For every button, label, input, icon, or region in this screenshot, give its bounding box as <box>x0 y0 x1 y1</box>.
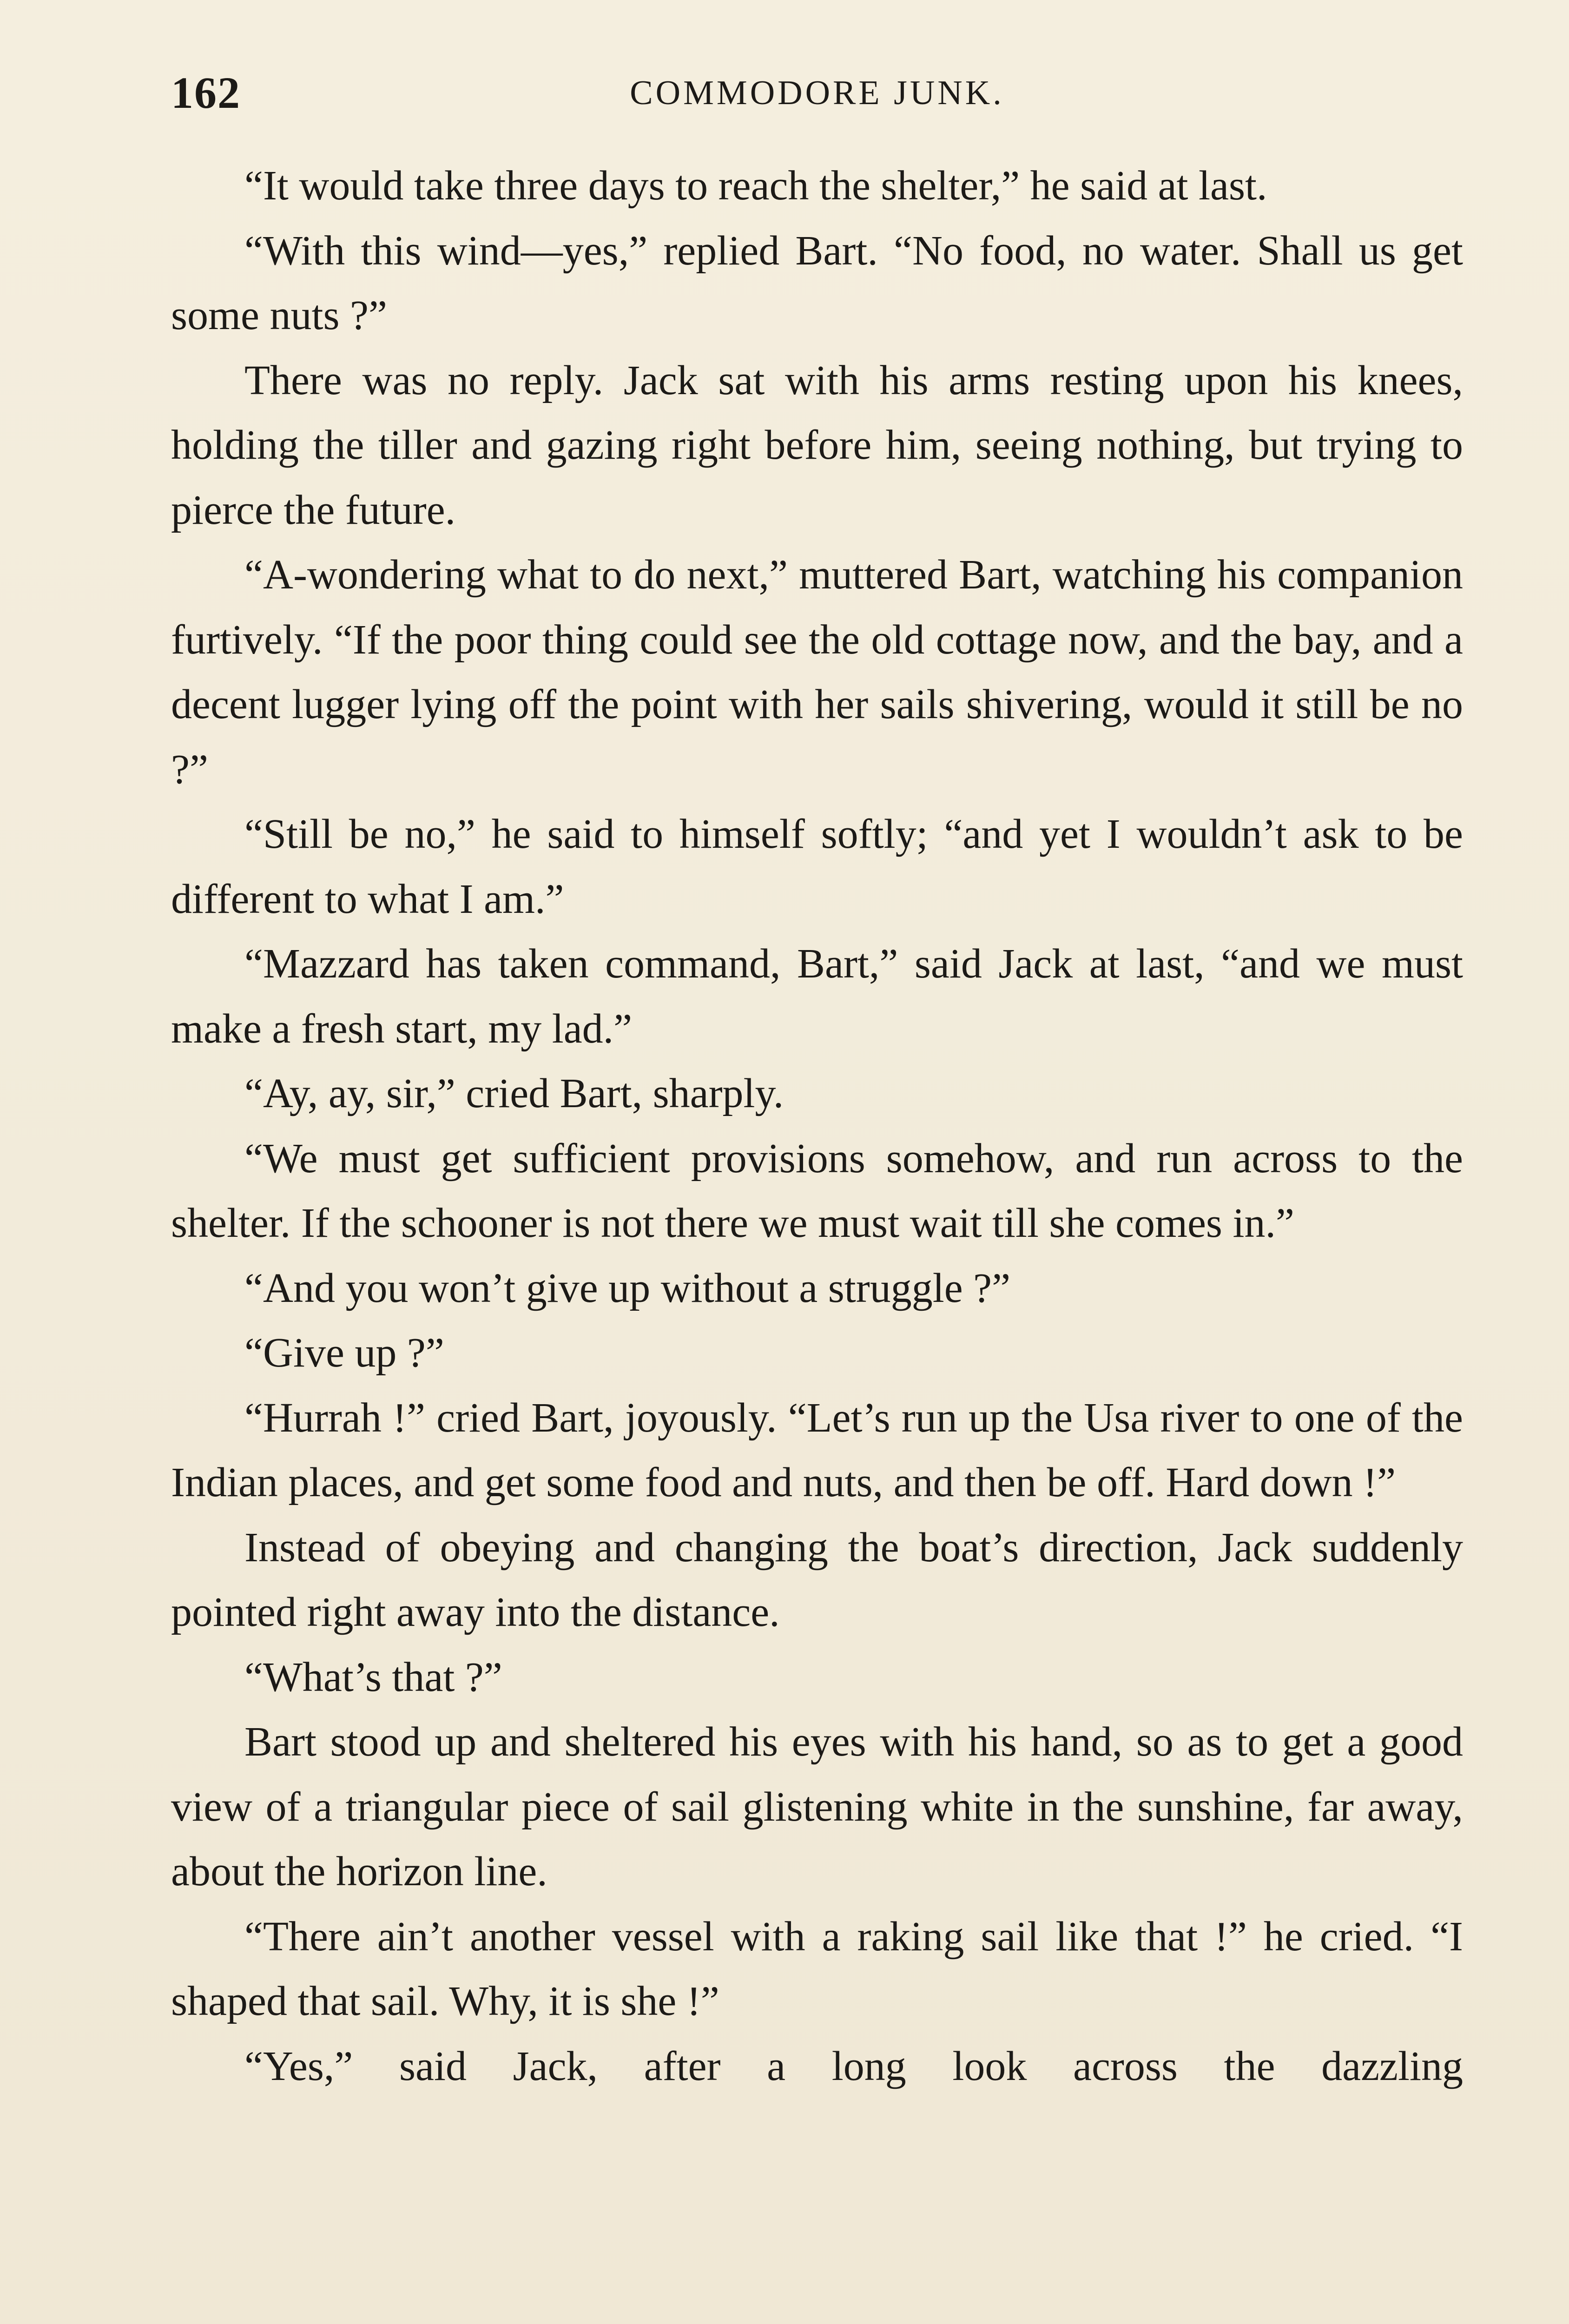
paragraph: There was no reply. Jack sat with his arms resting upon his knees, holding the tiller and gazing right before him, seeing nothing, but trying to pierce the future. <box>171 357 1463 533</box>
paragraph: “Give up ?” <box>244 1330 444 1376</box>
paragraph: “What’s that ?” <box>244 1654 502 1700</box>
paragraph: “Still be no,” he said to himself softly; “and yet I wouldn’t ask to be different to what I am.” <box>171 811 1463 922</box>
paragraph: “A-wondering what to do next,” muttered Bart, watching his companion furtively. “If the poor thing could see the old cottage now, and the bay, and a decent lugger lying off the point with her sails shivering, would it still be no ?” <box>171 552 1463 792</box>
paragraph: “Yes,” said Jack, after a long look across the dazzling <box>244 2043 1463 2089</box>
page-header <box>171 60 1463 125</box>
paragraph: “With this wind—yes,” replied Bart. “No food, no water. Shall us get some nuts ?” <box>171 227 1463 338</box>
paragraph: “We must get sufficient provisions somehow, and run across to the shelter. If the schooner is not there we must wait till she comes in.” <box>171 1135 1463 1246</box>
body-text <box>171 153 1463 2099</box>
paragraph: Bart stood up and sheltered his eyes with his hand, so as to get a good view of a triangular piece of sail glistening white in the sunshine, far away, about the horizon line. <box>171 1719 1463 1895</box>
paragraph: “Ay, ay, sir,” cried Bart, sharply. <box>244 1070 784 1116</box>
paragraph: “There ain’t another vessel with a raking sail like that !” he cried. “I shaped that sail. Why, it is she !” <box>171 1913 1463 2024</box>
paragraph: “And you won’t give up without a struggle ?” <box>244 1265 1011 1311</box>
paragraph: “Hurrah !” cried Bart, joyously. “Let’s run up the Usa river to one of the Indian places, and get some food and nuts, and then be off. Hard down !” <box>171 1394 1463 1505</box>
running-head: COMMODORE JUNK. <box>630 74 1004 112</box>
paragraph: Instead of obeying and changing the boat’s direction, Jack suddenly pointed right away into the distance. <box>171 1524 1463 1635</box>
paragraph: “It would take three days to reach the shelter,” he said at last. <box>244 163 1267 209</box>
paragraph: “Mazzard has taken command, Bart,” said Jack at last, “and we must make a fresh start, my lad.” <box>171 941 1463 1052</box>
page-number: 162 <box>171 68 241 118</box>
